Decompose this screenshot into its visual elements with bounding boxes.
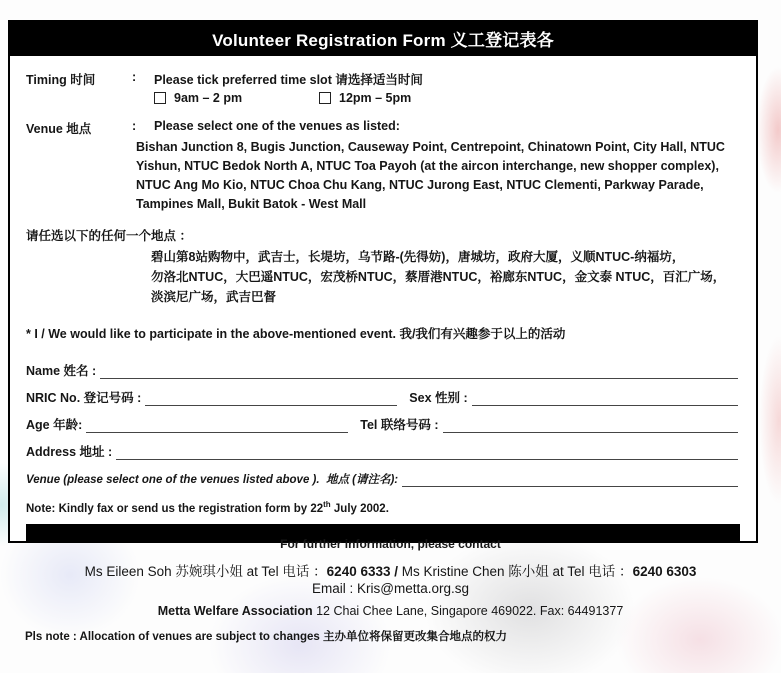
nric-label: NRIC No. 登记号码 : — [26, 391, 142, 405]
timeslot-afternoon-label: 12pm – 5pm — [339, 91, 412, 105]
venue-list-line-cn: 碧山第8站购物中，武吉士，长堤坊，乌节路-(先得妨)，唐城坊，政府大厦，义顺NTUC-纳福坊， — [151, 250, 685, 264]
name-label: Name 姓名 : — [26, 364, 97, 378]
venue-list-line-cn: 淡滨尼广场，武吉巴督 — [151, 290, 277, 304]
footer-contact-heading: For further information, please contact — [280, 537, 501, 551]
form-title: Volunteer Registration Form 义工登记表各 — [212, 31, 554, 50]
registration-form — [8, 20, 758, 543]
contact-phone-2: 6240 6303 — [632, 564, 697, 579]
timeslot-option-afternoon — [319, 91, 411, 105]
venue-list-chinese — [151, 247, 740, 307]
checkbox-9am-2pm[interactable] — [154, 92, 166, 104]
note-prefix: Note: Kindly fax or send us the registration form by 22 — [26, 502, 324, 515]
note-suffix: July 2002. — [330, 502, 389, 515]
address-field-row — [26, 433, 740, 460]
form-content — [10, 56, 756, 541]
name-field-row — [26, 352, 740, 379]
participation-statement: * I / We would like to participate in the above-mentioned event. 我/我们有兴趣参于以上的活动 — [26, 327, 566, 341]
nric-sex-field-row — [26, 379, 740, 406]
address-label: Address 地址 : — [26, 445, 113, 459]
venue-choice-label: Venue (please select one of the venues listed above ). 地点 (请注名): — [26, 474, 399, 486]
venue-choice-input-line[interactable] — [402, 472, 738, 487]
venue-label: Venue 地点 — [26, 122, 92, 136]
venue-list-line: NTUC Ang Mo Kio, NTUC Choa Chu Kang, NTUC Jurong East, NTUC Clementi, Parkway Parade, — [136, 178, 704, 192]
timing-options — [154, 91, 740, 105]
nric-input-line[interactable] — [145, 391, 397, 406]
org-address: 12 Chai Chee Lane, Singapore 469022. Fax: 64491377 — [312, 604, 624, 618]
footer-org-line — [0, 604, 781, 618]
timeslot-option-morning — [154, 91, 319, 105]
org-name: Metta Welfare Association — [157, 604, 313, 618]
note-superscript: th — [323, 500, 331, 509]
venue-choice-field-row — [26, 460, 740, 487]
venue-list-line-cn: 勿洛北NTUC，大巴遥NTUC，宏茂桥NTUC，蔡厝港NTUC，裕廊东NTUC，金文泰 NTUC，百汇广场， — [151, 270, 726, 284]
venue-list-line: Tampines Mall, Bukit Batok - West Mall — [136, 197, 367, 211]
venue-list-line: Yishun, NTUC Bedok North A, NTUC Toa Payoh (at the aircon interchange, new shopper complex), — [136, 159, 719, 173]
venue-list-line: Bishan Junction 8, Bugis Junction, Causeway Point, Centrepoint, Chinatown Point, City Hall, NTUC — [136, 140, 725, 154]
footer-contact-line — [0, 560, 781, 580]
contact-phone-1: 6240 6333 / — [326, 564, 402, 579]
age-tel-field-row — [26, 406, 740, 433]
venue-list-english — [136, 138, 740, 214]
fax-deadline-note — [26, 500, 740, 515]
venue-instruction: Please select one of the venues as listed: — [154, 119, 400, 133]
timing-colon: : — [132, 70, 137, 84]
timing-row — [26, 70, 740, 88]
checkbox-12pm-5pm[interactable] — [319, 92, 331, 104]
name-input-line[interactable] — [100, 364, 738, 379]
contact-person-2: Ms Kristine Chen 陈小姐 at Tel 电话 ： — [401, 564, 633, 579]
age-input-line[interactable] — [86, 418, 348, 433]
contact-person-1: Ms Eileen Soh 苏婉琪小姐 at Tel 电话 ： — [84, 564, 327, 579]
form-title-bar — [10, 22, 756, 56]
fields-section — [26, 352, 740, 487]
sex-label: Sex 性别 : — [409, 391, 468, 405]
timing-label: Timing 时间 — [26, 73, 96, 87]
tel-input-line[interactable] — [443, 418, 738, 433]
footer-email-line: Email : Kris@metta.org.sg — [312, 581, 469, 596]
venue-colon: : — [132, 119, 137, 133]
timing-instruction: Please tick preferred time slot 请选择适当时间 — [154, 73, 423, 87]
footer-pls-note: Pls note : Allocation of venues are subject to changes 主办单位将保留更改集合地点的权力 — [25, 631, 507, 643]
sex-input-line[interactable] — [472, 391, 738, 406]
address-input-line[interactable] — [116, 445, 738, 460]
timeslot-morning-label: 9am – 2 pm — [174, 91, 243, 105]
venue-row — [26, 119, 740, 137]
tel-label: Tel 联络号码 : — [360, 418, 439, 432]
venue-heading-chinese: 请任选以下的任何一个地点 ： — [26, 229, 192, 243]
age-label: Age 年龄: — [26, 418, 83, 432]
